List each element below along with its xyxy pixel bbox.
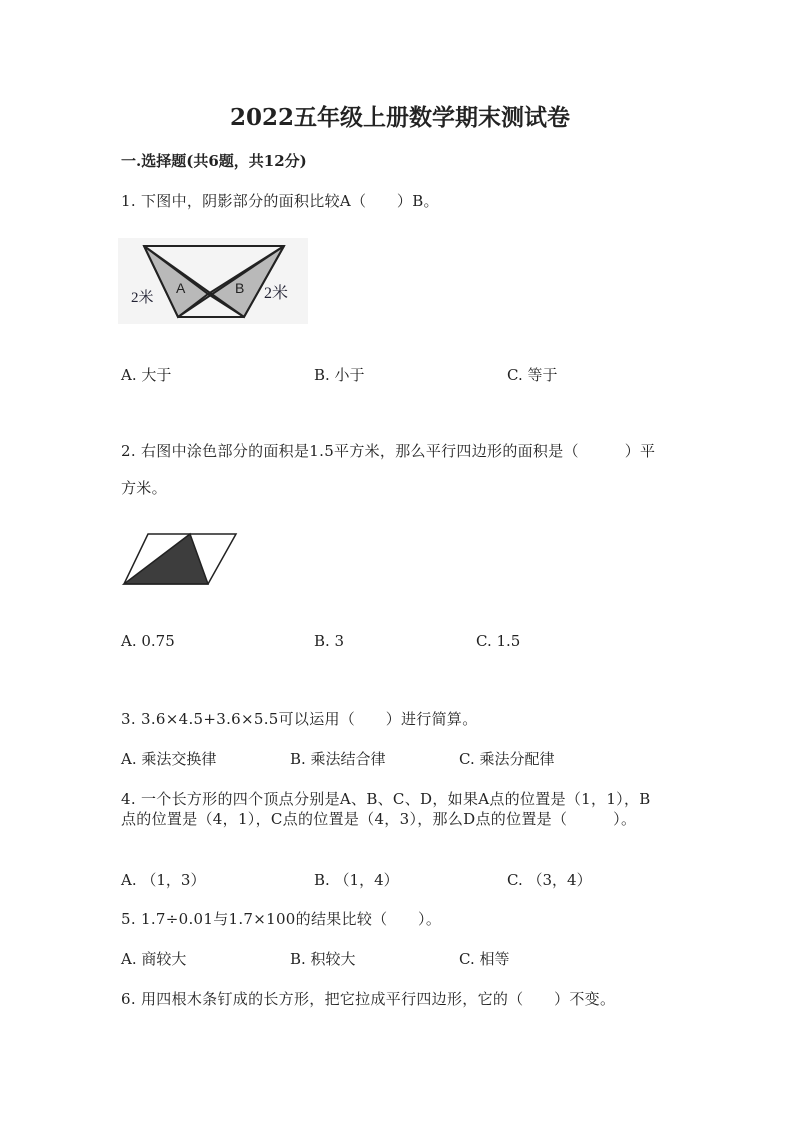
label-a: A <box>176 280 186 296</box>
q3-option-a[interactable]: A. 乘法交换律 <box>121 750 217 768</box>
q3-option-c[interactable]: C. 乘法分配律 <box>459 750 555 768</box>
q3-option-b[interactable]: B. 乘法结合律 <box>290 750 386 768</box>
q2-option-a[interactable]: A. 0.75 <box>121 632 175 650</box>
label-b: B <box>235 280 245 296</box>
question-2-text-line2: 方米。 <box>121 479 167 497</box>
question-1-figure <box>118 238 308 324</box>
question-3-text: 3. 3.6×4.5+3.6×5.5可以运用（ ）进行简算。 <box>121 710 478 728</box>
q1-option-a[interactable]: A. 大于 <box>121 366 172 384</box>
page-title: 2022五年级上册数学期末测试卷 <box>229 104 570 131</box>
left-length-label: 2米 <box>131 290 154 306</box>
section-heading: 一.选择题(共6题，共12分) <box>121 152 307 170</box>
question-1-text: 1. 下图中，阴影部分的面积比较A（ ）B。 <box>121 192 439 210</box>
q4-option-c[interactable]: C. （3，4） <box>507 871 592 889</box>
question-6-text: 6. 用四根木条钉成的长方形，把它拉成平行四边形，它的（ ）不变。 <box>121 990 616 1008</box>
q2-option-b[interactable]: B. 3 <box>314 632 345 650</box>
q1-option-b[interactable]: B. 小于 <box>314 366 365 384</box>
question-2-figure <box>118 530 240 588</box>
q4-option-b[interactable]: B. （1，4） <box>314 871 399 889</box>
q1-option-c[interactable]: C. 等于 <box>507 366 558 384</box>
q5-option-c[interactable]: C. 相等 <box>459 950 510 968</box>
q5-option-b[interactable]: B. 积较大 <box>290 950 356 968</box>
q5-option-a[interactable]: A. 商较大 <box>121 950 187 968</box>
question-2-text-line1: 2. 右图中涂色部分的面积是1.5平方米，那么平行四边形的面积是（ ）平 <box>121 442 656 460</box>
right-length-label: 2米 <box>264 285 289 302</box>
q2-option-c[interactable]: C. 1.5 <box>476 632 521 650</box>
q4-option-a[interactable]: A. （1，3） <box>121 871 206 889</box>
question-5-text: 5. 1.7÷0.01与1.7×100的结果比较（ ）。 <box>121 910 442 928</box>
question-4-text-line2: 点的位置是（4，1），C点的位置是（4，3），那么D点的位置是（ ）。 <box>121 810 637 828</box>
question-4-text-line1: 4. 一个长方形的四个顶点分别是A、B、C、D，如果A点的位置是（1，1），B <box>121 790 651 808</box>
